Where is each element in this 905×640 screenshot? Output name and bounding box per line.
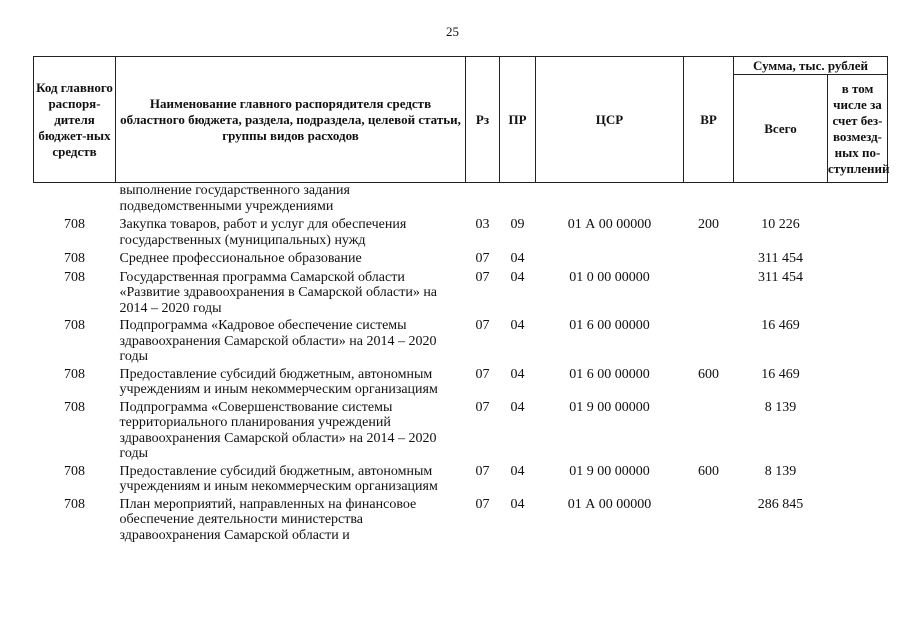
cell-name: Подпрограмма «Кадровое обеспечение системы здравоохранения Самарской области» на 2014 – 2020 годы [119, 318, 437, 364]
cell-total: 8 139 [764, 399, 797, 415]
page-number: 25 [446, 24, 459, 39]
cell-pr: 04 [510, 399, 525, 415]
cell-vr: 200 [698, 217, 719, 232]
cell-total [734, 183, 828, 215]
table-row [34, 267, 888, 317]
table-row [34, 316, 888, 365]
cell-csr: 01 6 00 00000 [569, 318, 650, 333]
cell-vr [684, 248, 734, 267]
cell-pr: 04 [510, 366, 525, 382]
cell-pr: 04 [510, 463, 525, 479]
cell-vr [684, 183, 734, 215]
cell-total: 16 469 [761, 318, 800, 333]
cell-name: Предоставление субсидий бюджетным, автономным учреждениям и иным некоммерческим организациям [119, 463, 438, 494]
cell-pr: 04 [510, 251, 525, 266]
cell-csr: 01 А 00 00000 [567, 217, 652, 232]
cell-csr [536, 183, 684, 215]
cell-vr [684, 316, 734, 365]
table-row [34, 462, 888, 495]
cell-csr: 01 0 00 00000 [569, 269, 650, 285]
cell-total: 16 469 [761, 366, 800, 382]
cell-vr [684, 495, 734, 544]
cell-pr: 04 [510, 269, 525, 285]
cell-name: Среднее профессиональное образование [119, 251, 362, 266]
cell-code: 708 [64, 496, 85, 512]
cell-rz: 07 [475, 318, 490, 333]
cell-code: 708 [64, 366, 85, 382]
budget-table [33, 56, 888, 543]
header-rz: Рз [466, 57, 500, 183]
cell-pr: 09 [510, 217, 525, 232]
cell-rz: 07 [475, 463, 490, 479]
cell-rz: 07 [475, 399, 490, 415]
cell-pr: 04 [510, 318, 525, 333]
cell-gratuitous [828, 462, 888, 495]
cell-vr [684, 398, 734, 462]
cell-name: Закупка товаров, работ и услуг для обеспечения государственных (муниципальных) нужд [119, 217, 407, 248]
cell-code: 708 [64, 463, 85, 479]
cell-code: 708 [64, 251, 85, 266]
cell-gratuitous [828, 316, 888, 365]
header-total: Всего [734, 75, 828, 183]
cell-total: 10 226 [761, 217, 800, 232]
cell-pr [500, 183, 536, 215]
header-vr: ВР [684, 57, 734, 183]
cell-name: План мероприятий, направленных на финансовое обеспечение деятельности министерства здравоохранения Самарской области и [119, 496, 417, 543]
cell-gratuitous [828, 365, 888, 398]
table-row [34, 214, 888, 248]
table-row [34, 398, 888, 462]
cell-code: 708 [64, 399, 85, 415]
cell-rz: 07 [475, 251, 490, 266]
cell-pr: 04 [510, 496, 525, 512]
cell-code [34, 183, 116, 215]
cell-rz: 03 [475, 217, 490, 232]
header-gratuitous: в том числе за счет без-возмезд-ных по-ступлений [828, 75, 888, 183]
table-body [34, 183, 888, 544]
header-name: Наименование главного распорядителя средств областного бюджета, раздела, подраздела, целевой статьи, группы видов расходов [116, 57, 466, 183]
cell-code: 708 [64, 217, 85, 232]
cell-gratuitous [828, 214, 888, 248]
cell-vr: 600 [698, 366, 719, 382]
cell-name: выполнение государственного задания подведомственными учреждениями [119, 183, 350, 214]
cell-gratuitous [828, 495, 888, 544]
cell-rz: 07 [475, 366, 490, 382]
header-pr: ПР [500, 57, 536, 183]
header-code: Код главного распоря-дителя бюджет-ных средств [34, 57, 116, 183]
header-sum: Сумма, тыс. рублей [734, 57, 888, 75]
cell-vr: 600 [698, 463, 719, 479]
cell-rz: 07 [475, 269, 490, 285]
header-csr: ЦСР [536, 57, 684, 183]
table-row [34, 365, 888, 398]
cell-gratuitous [828, 398, 888, 462]
table-row [34, 495, 888, 544]
cell-csr: 01 9 00 00000 [569, 399, 650, 415]
cell-name: Государственная программа Самарской области «Развитие здравоохранения в Самарской области» на 2014 – 2020 годы [119, 269, 438, 316]
cell-rz: 07 [475, 496, 490, 512]
table-header [34, 57, 888, 183]
cell-code: 708 [64, 269, 85, 285]
cell-vr [684, 267, 734, 317]
cell-code: 708 [64, 318, 85, 333]
cell-total: 311 454 [758, 269, 803, 285]
cell-csr: 01 9 00 00000 [569, 463, 650, 479]
cell-gratuitous [828, 267, 888, 317]
cell-csr: 01 6 00 00000 [569, 366, 650, 382]
cell-gratuitous [828, 248, 888, 267]
cell-csr [536, 248, 684, 267]
cell-gratuitous [828, 183, 888, 215]
cell-name: Предоставление субсидий бюджетным, автономным учреждениям и иным некоммерческим организациям [119, 366, 438, 397]
cell-rz [466, 183, 500, 215]
cell-total: 8 139 [764, 463, 797, 479]
table-row [34, 183, 888, 215]
table-row [34, 248, 888, 267]
cell-csr: 01 А 00 00000 [567, 496, 652, 512]
cell-total: 286 845 [757, 496, 804, 512]
cell-total: 311 454 [758, 251, 803, 266]
cell-name: Подпрограмма «Совершенствование системы территориального планирования учреждений здравоохранения Самарской области» на 2014 – 2020 годы [119, 399, 437, 461]
